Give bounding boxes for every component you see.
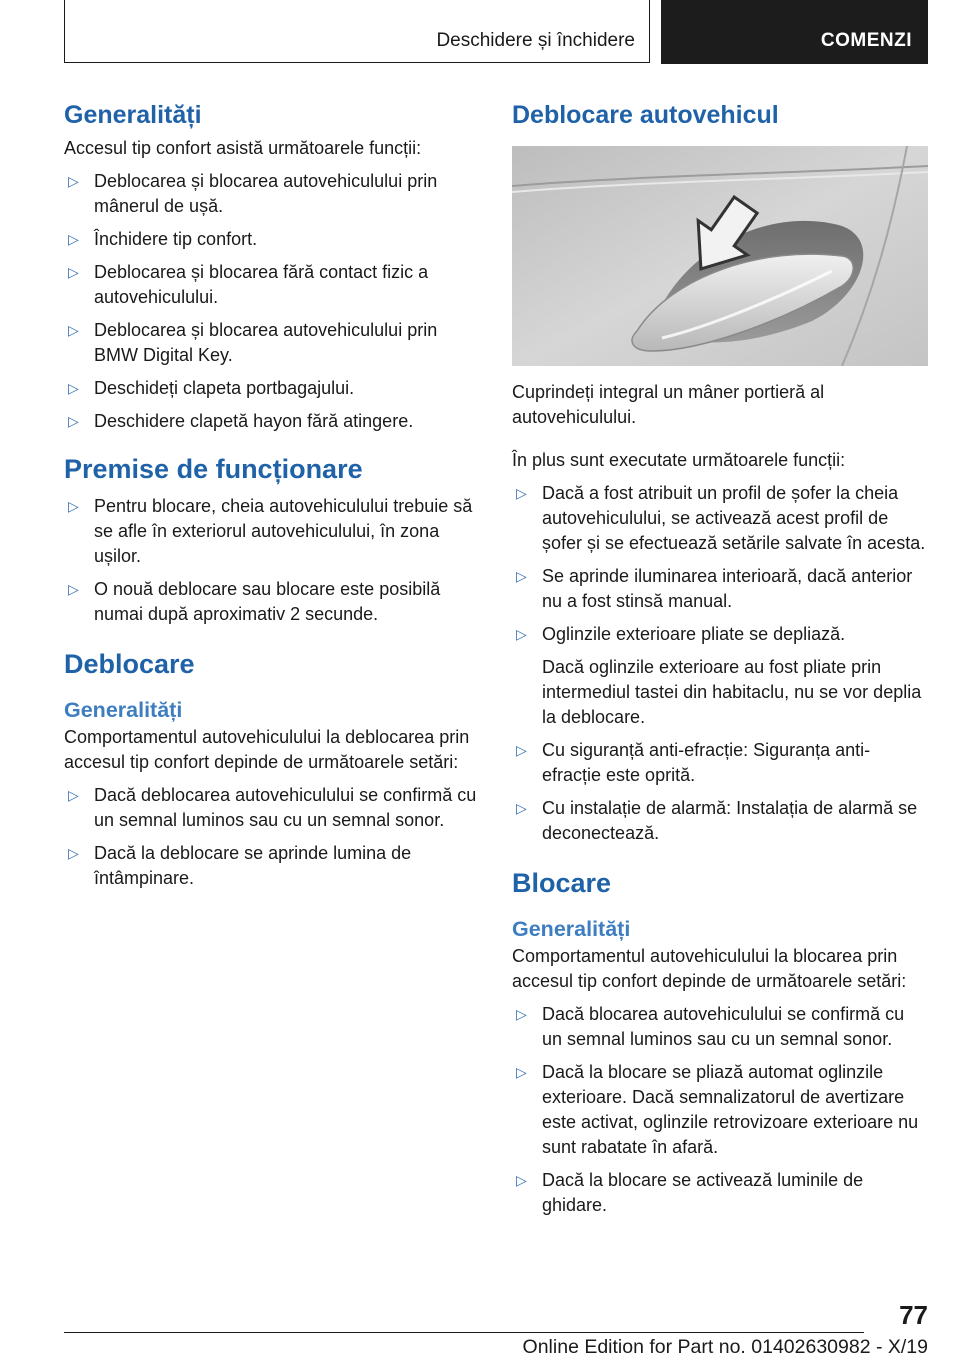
bullet-triangle-icon: ▷ xyxy=(516,485,527,501)
deblocare-list xyxy=(64,783,478,891)
door-handle-image xyxy=(512,146,928,366)
list-item: ▷ Se aprinde iluminarea interioară, dacă anterior nu a fost stinsă manual. xyxy=(516,566,913,611)
bullet-triangle-icon: ▷ xyxy=(516,742,527,758)
list-item: ▷ Dacă la blocare se activează luminile de ghidare. xyxy=(516,1170,864,1215)
image-caption: Cuprindeți integral un mâner portieră al autovehiculului. xyxy=(512,382,825,427)
footer-divider xyxy=(64,1332,864,1333)
bullet-triangle-icon: ▷ xyxy=(68,845,79,861)
page-header xyxy=(64,0,928,64)
blocare-list xyxy=(512,1002,928,1218)
list-item: ▷ Cu siguranță anti-efracție: Siguranța anti-efracție este oprită. xyxy=(516,740,871,785)
list-item: ▷ Cu instalație de alarmă: Instalația de alarmă se deconectează. xyxy=(516,798,918,843)
right-column xyxy=(512,98,928,1218)
bullet-triangle-icon: ▷ xyxy=(516,1064,527,1080)
list-item: ▷ Deblocarea și blocarea fără contact fizic a autovehiculului. xyxy=(68,262,429,307)
list-item: ▷ Deschidere clapetă hayon fără atingere. xyxy=(64,409,478,434)
chapter-tab xyxy=(661,0,928,64)
page-footer xyxy=(64,1300,928,1362)
heading-deblocare: Deblocare xyxy=(64,649,195,679)
list-item: ▷ Deblocarea și blocarea autovehiculului prin mânerul de ușă. xyxy=(68,171,438,216)
list-item: ▷ Dacă deblocarea autovehiculului se confirmă cu un semnal luminos sau cu un semnal sonor. xyxy=(68,785,477,830)
left-column xyxy=(64,98,478,891)
bullet-triangle-icon: ▷ xyxy=(516,800,527,816)
functions-list xyxy=(64,169,478,434)
heading-deblocare-autovehicul: Deblocare autovehicul xyxy=(512,101,779,129)
section-tab xyxy=(64,0,650,63)
edition-text: Online Edition for Part no. 01402630982 - X/19 xyxy=(522,1336,928,1358)
unlock-functions-list xyxy=(512,481,928,647)
list-item: ▷ Pentru blocare, cheia autovehiculului trebuie să se afle în exteriorul autovehiculului, în zona ușilor. xyxy=(68,496,473,566)
section-title: Deschidere și închidere xyxy=(436,30,635,51)
bullet-triangle-icon: ▷ xyxy=(68,787,79,803)
deblocare-text: Comportamentul autovehiculului la deblocarea prin accesul tip confort depinde de următoarele setări: xyxy=(64,727,470,772)
list-item: ▷ Oglinzile exterioare pliate se depliază. xyxy=(512,622,928,647)
blocare-text: Comportamentul autovehiculului la blocarea prin accesul tip confort depinde de următoarele setări: xyxy=(512,946,907,991)
bullet-triangle-icon: ▷ xyxy=(68,413,79,429)
unlock-functions-list-2 xyxy=(512,738,928,846)
subheading-generalitati-blocare: Generalități xyxy=(512,917,631,941)
bullet-triangle-icon: ▷ xyxy=(516,626,527,642)
bullet-triangle-icon: ▷ xyxy=(68,231,79,247)
subheading-generalitati: Generalități xyxy=(64,698,183,722)
page-number: 77 xyxy=(899,1300,928,1330)
heading-blocare: Blocare xyxy=(512,868,612,898)
chapter-title: COMENZI xyxy=(820,30,912,51)
list-item: ▷ Dacă la deblocare se aprinde lumina de întâmpinare. xyxy=(68,843,412,888)
bullet-triangle-icon: ▷ xyxy=(516,1006,527,1022)
bullet-triangle-icon: ▷ xyxy=(68,498,79,514)
premise-list xyxy=(64,494,478,627)
list-item: ▷ Dacă a fost atribuit un profil de șofer la cheia autovehiculului, se activează acest profil de șofer și se efectuează setările salvate în acesta. xyxy=(516,483,926,553)
bullet-triangle-icon: ▷ xyxy=(68,322,79,338)
list-item: ▷ Dacă blocarea autovehiculului se confirmă cu un semnal luminos sau cu un semnal sonor. xyxy=(516,1004,905,1049)
bullet-triangle-icon: ▷ xyxy=(516,568,527,584)
list-item: ▷ Deschideți clapeta portbagajului. xyxy=(64,376,478,401)
bullet-triangle-icon: ▷ xyxy=(68,581,79,597)
bullet-triangle-icon: ▷ xyxy=(68,380,79,396)
bullet-triangle-icon: ▷ xyxy=(68,173,79,189)
extra-intro: În plus sunt executate următoarele funcții: xyxy=(512,450,846,470)
intro-text: Accesul tip confort asistă următoarele funcții: xyxy=(64,138,422,158)
list-item: ▷ Închidere tip confort. xyxy=(64,227,478,252)
mirror-note: Dacă oglinzile exterioare au fost pliate prin intermediul tastei din habitaclu, nu se vor deplia la deblocare. xyxy=(542,657,922,727)
list-item: ▷ Deblocarea și blocarea autovehiculului prin BMW Digital Key. xyxy=(68,320,438,365)
bullet-triangle-icon: ▷ xyxy=(68,264,79,280)
list-item: ▷ Dacă la blocare se pliază automat oglinzile exterioare. Dacă semnalizatorul de avertizare este activat, oglinzile retrovizoare exterioare nu sunt rabatate în afară. xyxy=(516,1062,919,1157)
bullet-triangle-icon: ▷ xyxy=(516,1172,527,1188)
heading-generalitati: Generalități xyxy=(64,101,202,129)
list-item: ▷ O nouă deblocare sau blocare este posibilă numai după aproximativ 2 secunde. xyxy=(68,579,441,624)
heading-premise: Premise de funcționare xyxy=(64,454,363,484)
